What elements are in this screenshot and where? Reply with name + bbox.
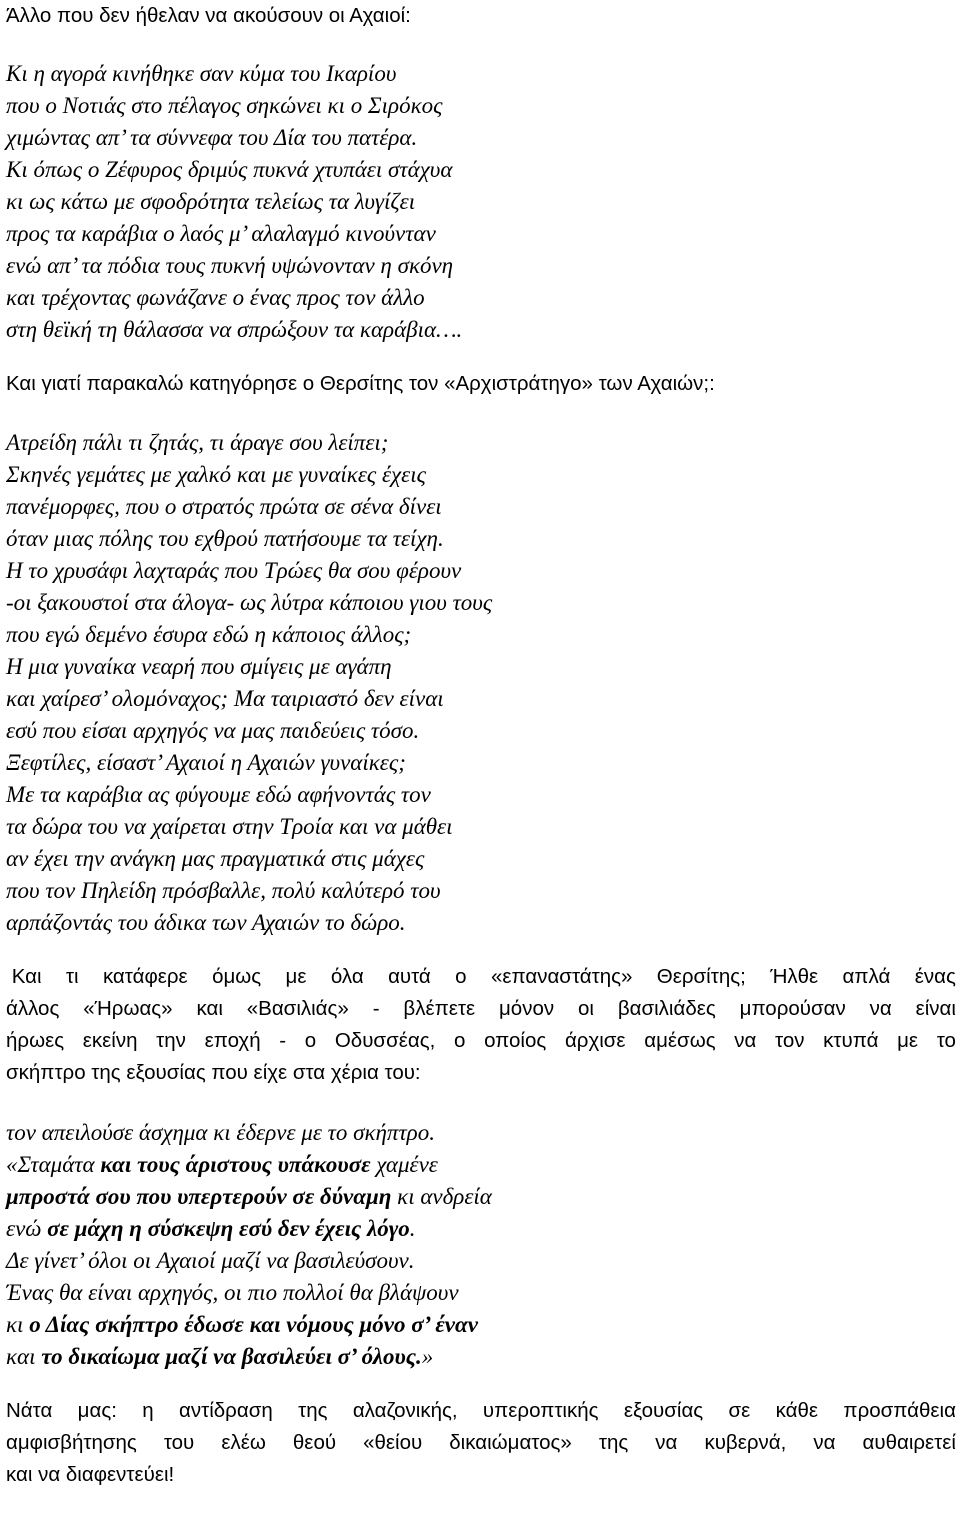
verse-line: Με τα καράβια ας φύγουμε εδώ αφήνοντάς τον (6, 782, 431, 807)
verse-text: ενώ (6, 1216, 48, 1241)
word: ένας (914, 965, 956, 988)
word: αμέσως (644, 1029, 716, 1052)
spacer (6, 1089, 956, 1117)
verse-line: Ένας θα είναι αρχηγός, οι πιο πολλοί θα βλάψουν (6, 1280, 459, 1305)
verse-line: και τρέχοντας φωνάζανε ο ένας προς τον άλλο (6, 285, 425, 310)
paragraph-line: σκήπτρο της εξουσίας που είχε στα χέρια του: (6, 1061, 421, 1084)
verse-text: «Σταμάτα (6, 1152, 101, 1177)
word: του (163, 1431, 195, 1454)
verse-line: Κι όπως ο Ζέφυρος δριμύς πυκνά χτυπάει στάχυα (6, 157, 453, 182)
word: θεού (292, 1431, 337, 1454)
heading-line: Άλλο που δεν ήθελαν να ακούσουν οι Αχαιοί: (6, 4, 411, 27)
word: Ήλθε (770, 965, 819, 988)
word: μόνον (498, 997, 555, 1020)
word: να (813, 1431, 836, 1454)
word: «Ήρωας» (83, 997, 173, 1020)
verse-line: Σκηνές γεμάτες με χαλκό και με γυναίκες έχεις (6, 462, 426, 487)
paragraph-line (6, 993, 956, 1025)
question-line: Και γιατί παρακαλώ κατηγόρησε ο Θερσίτης τον «Αρχιστράτηγο» των Αχαιών;: (6, 372, 715, 395)
word: ελέω (221, 1431, 266, 1454)
paragraph-line (6, 1395, 956, 1427)
word: προσπάθεια (843, 1399, 956, 1422)
verse-line (6, 1181, 956, 1213)
word: - (279, 1029, 287, 1052)
verse-text: και (6, 1344, 42, 1369)
spacer (6, 1373, 956, 1395)
word: ήρωες (6, 1029, 65, 1052)
verse-line: -οι ξακουστοί στα άλογα- ως λύτρα κάποιου γιου τους (6, 590, 493, 615)
spacer (6, 400, 956, 427)
word: βλέπετε (403, 997, 476, 1020)
verse-line: Κι η αγορά κινήθηκε σαν κύμα του Ικαρίου (6, 61, 397, 86)
word: μπορούσαν (739, 997, 846, 1020)
stanza-1 (6, 58, 956, 346)
word: να (869, 997, 892, 1020)
verse-emphasis: μπροστά σου που υπερτερούν σε δύναμη (6, 1184, 392, 1209)
verse-line (6, 1341, 956, 1373)
verse-text: » (421, 1344, 434, 1369)
paragraph-line (6, 1427, 956, 1459)
word: να (734, 1029, 757, 1052)
word: κατάφερε (102, 965, 188, 988)
verse-line: κι ως κάτω με σφοδρότητα τελείως τα λυγίζει (6, 189, 416, 214)
verse-line: Η το χρυσάφι λαχταράς που Τρώες θα σου φέρουν (6, 558, 462, 583)
word: «θείου (363, 1431, 423, 1454)
verse-line (6, 1213, 956, 1245)
word: ο (455, 965, 467, 988)
word: τι (65, 965, 79, 988)
word: σε (728, 1399, 751, 1422)
paragraph-2 (6, 1395, 956, 1491)
word: της (598, 1431, 629, 1454)
word: όλα (330, 965, 364, 988)
verse-line: αρπάζοντάς του άδικα των Αχαιών το δώρο. (6, 910, 406, 935)
word: - (372, 997, 380, 1020)
word: εκείνη (82, 1029, 138, 1052)
word: εξουσίας (623, 1399, 704, 1422)
verse-line: Ατρείδη πάλι τι ζητάς, τι άραγε σου λείπει; (6, 430, 389, 455)
word: με (285, 965, 307, 988)
verse-emphasis: σε μάχη η σύσκεψη εσύ δεν έχεις λόγο (47, 1216, 410, 1241)
word: Οδυσσέας, (334, 1029, 436, 1052)
word: «Βασιλιάς» (246, 997, 349, 1020)
word: αυθαιρετεί (862, 1431, 956, 1454)
verse-line (6, 1149, 956, 1181)
verse-line: και χαίρεσ’ ολομόναχος; Μα ταιριαστό δεν είναι (6, 686, 444, 711)
word: αυτά (388, 965, 431, 988)
verse-line: πανέμορφες, που ο στρατός πρώτα σε σένα δίνει (6, 494, 442, 519)
word: Και (6, 965, 42, 988)
verse-emphasis: και τους άριστους υπάκουσε (100, 1152, 371, 1177)
verse-text: χαμένε (370, 1152, 438, 1177)
verse-line: προς τα καράβια ο λαός μ’ αλαλαγμό κινούνταν (6, 221, 436, 246)
verse-line: που εγώ δεμένο έσυρα εδώ η κάποιος άλλος; (6, 622, 412, 647)
word: βασιλιάδες (617, 997, 716, 1020)
stanza-2 (6, 427, 956, 939)
verse-line: Δε γίνετ’ όλοι οι Αχαιοί μαζί να βασιλεύσουν. (6, 1248, 415, 1273)
word: Νάτα (6, 1399, 53, 1422)
word: τον (775, 1029, 805, 1052)
stanza-3 (6, 1117, 956, 1373)
verse-line: τα δώρα του να χαίρεται στην Τροία και να μάθει (6, 814, 453, 839)
word: κτυπά (823, 1029, 879, 1052)
verse-line: εσύ που είσαι αρχηγός να μας παιδεύεις τόσο. (6, 718, 420, 743)
word: οι (577, 997, 594, 1020)
verse-line: που τον Πηλείδη πρόσβαλλε, πολύ καλύτερό του (6, 878, 441, 903)
word: όμως (212, 965, 262, 988)
verse-line: Η μια γυναίκα νεαρή που σμίγεις με αγάπη (6, 654, 392, 679)
word: κυβερνά, (704, 1431, 787, 1454)
spacer (6, 346, 956, 368)
word: την (156, 1029, 186, 1052)
verse-line: που ο Νοτιάς στο πέλαγος σηκώνει κι ο Σιρόκος (6, 93, 443, 118)
word: το (936, 1029, 956, 1052)
word: και (196, 997, 223, 1020)
verse-line: Ξεφτίλες, είσαστ’ Αχαιοί η Αχαιών γυναίκες; (6, 750, 406, 775)
word: άρχισε (564, 1029, 626, 1052)
word: είναι (915, 997, 956, 1020)
word: να (655, 1431, 678, 1454)
word: ο (304, 1029, 317, 1052)
word: υπεροπτικής (482, 1399, 599, 1422)
word: κάθε (775, 1399, 819, 1422)
verse-line: τον απειλούσε άσχημα κι έδερνε με το σκήπτρο. (6, 1120, 435, 1145)
word: με (897, 1029, 919, 1052)
word: οποίος (484, 1029, 547, 1052)
word: δικαιώματος» (449, 1431, 572, 1454)
word: «επαναστάτης» (490, 965, 633, 988)
paragraph-line: και να διαφεντεύει! (6, 1463, 175, 1486)
verse-text: . (409, 1216, 416, 1241)
verse-emphasis: το δικαίωμα μαζί να βασιλεύει σ’ όλους. (41, 1344, 422, 1369)
word: Θερσίτης; (656, 965, 746, 988)
word: της (298, 1399, 328, 1422)
word: απλά (842, 965, 891, 988)
word: άλλος (6, 997, 60, 1020)
verse-line: χιμώντας απ’ τα σύννεφα του Δία του πατέρα. (6, 125, 418, 150)
verse-text: κι (6, 1312, 30, 1337)
verse-text: κι ανδρεία (391, 1184, 492, 1209)
word: εποχή (204, 1029, 261, 1052)
verse-line: όταν μιας πόλης του εχθρού πατήσουμε τα τείχη. (6, 526, 444, 551)
word: αντίδραση (179, 1399, 273, 1422)
verse-line: ενώ απ’ τα πόδια τους πυκνή υψώνονταν η σκόνη (6, 253, 454, 278)
paragraph-line (6, 961, 956, 993)
word: αμφισβήτησης (6, 1431, 137, 1454)
paragraph-1 (6, 961, 956, 1089)
document-page (6, 0, 956, 1491)
spacer (6, 939, 956, 961)
verse-line: στη θεϊκή τη θάλασσα να σπρώξουν τα καράβια…. (6, 317, 463, 342)
spacer (6, 32, 956, 58)
word: ο (453, 1029, 466, 1052)
word: αλαζονικής, (352, 1399, 458, 1422)
verse-line (6, 1309, 956, 1341)
word: η (142, 1399, 154, 1422)
word: μας: (77, 1399, 117, 1422)
paragraph-line (6, 1025, 956, 1057)
verse-emphasis: ο Δίας σκήπτρο έδωσε και νόμους μόνο σ’ έναν (29, 1312, 478, 1337)
verse-line: αν έχει την ανάγκη μας πραγματικά στις μάχες (6, 846, 425, 871)
